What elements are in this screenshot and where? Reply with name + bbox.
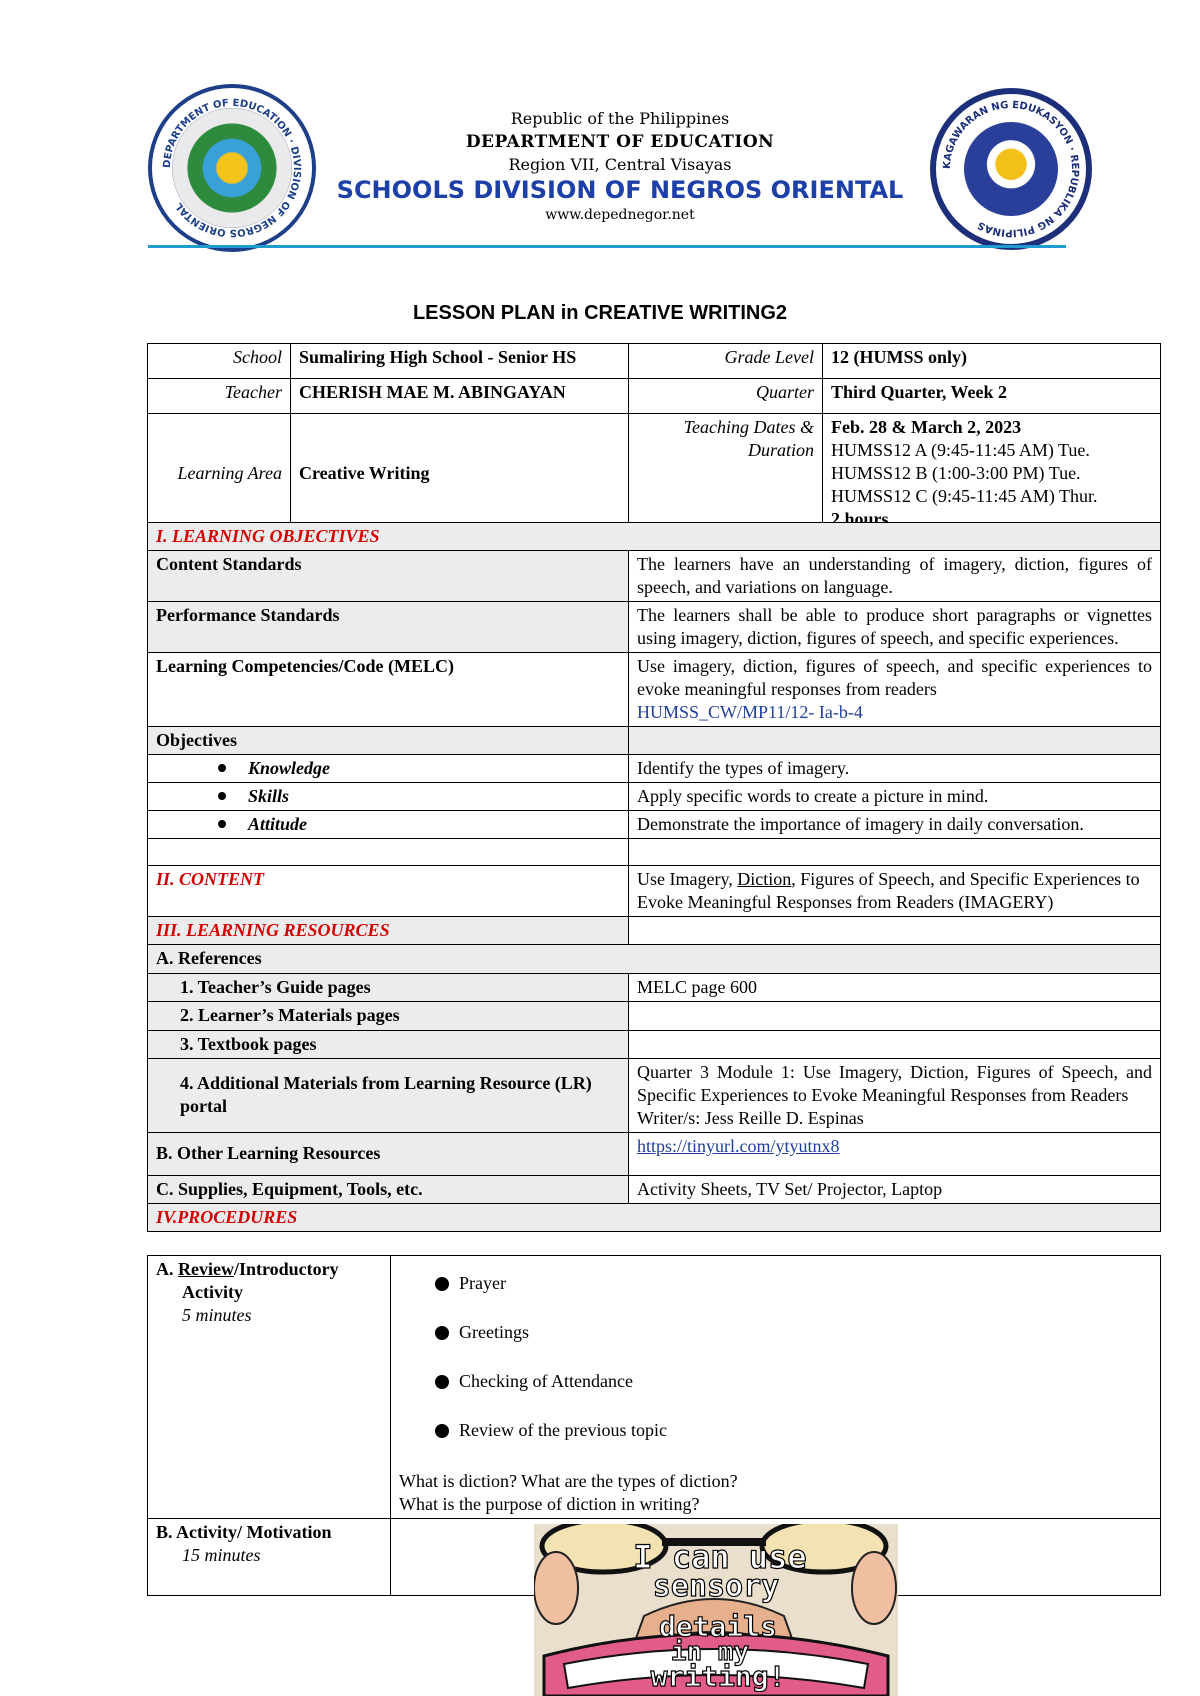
schedule-c: HUMSS12 C (9:45-11:45 AM) Thur.	[831, 486, 1098, 507]
school-label: School	[148, 344, 291, 379]
bullet-icon	[435, 1375, 449, 1389]
sensory-details-illustration	[534, 1524, 898, 1696]
svg-text:in my: in my	[670, 1637, 750, 1667]
content-standards-text: The learners have an understanding of imagery, diction, figures of speech, and variations on language.	[629, 551, 1161, 602]
header-website: www.depednegor.net	[545, 207, 695, 223]
performance-standards-label: Performance Standards	[148, 602, 629, 653]
dates-label: Teaching Dates & Duration	[629, 414, 823, 534]
lr-portal-cell	[629, 1058, 1161, 1132]
learners-materials-value	[629, 1001, 1161, 1030]
procedures-heading: IV.PROCEDURES	[148, 1203, 1161, 1231]
teacher-label: Teacher	[148, 379, 291, 414]
bullet-icon	[218, 820, 226, 828]
list-item: Checking of Attendance	[435, 1370, 1152, 1393]
seal-ring-text-right	[936, 94, 1086, 244]
duration-value: 2 hours	[831, 509, 889, 530]
competency-label: Learning Competencies/Code (MELC)	[148, 653, 629, 727]
seal-ring-text	[152, 88, 312, 248]
svg-text:I can use: I can use	[633, 1538, 807, 1576]
teacher-value: CHERISH MAE M. ABINGAYAN	[291, 379, 629, 414]
competency-cell	[629, 653, 1161, 727]
review-activities	[391, 1256, 1161, 1519]
other-resources-cell	[629, 1132, 1161, 1175]
sensory-face-drawing	[534, 1524, 898, 1696]
activity-label: B. Activity/ Motivation	[156, 1522, 332, 1543]
lr-portal-value: Quarter 3 Module 1: Use Imagery, Diction, Figures of Speech, and Specific Experiences to Evoke Meaningful Responses from Readers	[637, 1061, 1152, 1105]
review-cell	[148, 1256, 391, 1519]
other-resources-label: B. Other Learning Resources	[148, 1132, 629, 1175]
spacer-right	[629, 839, 1161, 866]
spacer-left	[148, 839, 629, 866]
knowledge-row: Knowledge	[148, 755, 629, 783]
dates-value: Feb. 28 & March 2, 2023	[831, 417, 1022, 437]
bullet-icon	[218, 764, 226, 772]
quarter-label: Quarter	[629, 379, 823, 414]
svg-text:details: details	[658, 1610, 778, 1643]
bullet-icon	[435, 1326, 449, 1340]
list-item: Prayer	[435, 1272, 1152, 1295]
activity-time: 15 minutes	[182, 1545, 261, 1566]
header-divider	[148, 245, 1066, 248]
learners-materials-label: 2. Learner’s Materials pages	[148, 1001, 629, 1030]
attitude-row: Attitude	[148, 811, 629, 839]
review-label: A. Review/Introductory Activity	[156, 1259, 339, 1303]
review-question-2: What is the purpose of diction in writing?	[399, 1494, 700, 1515]
svg-text:sensory: sensory	[652, 1569, 780, 1604]
resources-heading: III. LEARNING RESOURCES	[148, 917, 629, 945]
header-region: Region VII, Central Visayas	[508, 155, 732, 174]
grade-value: 12 (HUMSS only)	[823, 344, 1161, 379]
deped-kagawaran-seal	[930, 88, 1092, 250]
header-department: DEPARTMENT OF EDUCATION	[465, 132, 775, 152]
supplies-label: C. Supplies, Equipment, Tools, etc.	[148, 1175, 629, 1203]
area-label: Learning Area	[148, 414, 291, 534]
bullet-icon	[218, 792, 226, 800]
list-item: Greetings	[435, 1321, 1152, 1344]
school-value: Sumaliring High School - Senior HS	[291, 344, 629, 379]
schedule-a: HUMSS12 A (9:45-11:45 AM) Tue.	[831, 440, 1090, 461]
objectives-empty	[629, 727, 1161, 755]
performance-standards-text: The learners shall be able to produce short paragraphs or vignettes using imagery, diction, figures of speech, and specific experiences.	[629, 602, 1161, 653]
letterhead	[0, 0, 1200, 260]
content-heading: II. CONTENT	[148, 866, 629, 917]
teachers-guide-label: 1. Teacher’s Guide pages	[148, 973, 629, 1001]
bullet-icon	[435, 1424, 449, 1438]
area-value: Creative Writing	[291, 414, 629, 534]
svg-text:DEPARTMENT OF EDUCATION · DIVI: DEPARTMENT OF EDUCATION · DIVISION OF NEGROS ORIENTAL	[161, 97, 303, 239]
deped-division-seal	[148, 84, 316, 252]
lr-portal-label: 4. Additional Materials from Learning Resource (LR) portal	[148, 1058, 629, 1132]
review-time: 5 minutes	[182, 1305, 252, 1326]
header-division: SCHOOLS DIVISION OF NEGROS ORIENTAL	[336, 176, 904, 204]
objectives-heading: I. LEARNING OBJECTIVES	[148, 523, 1161, 551]
resources-empty	[629, 917, 1161, 945]
teachers-guide-value: MELC page 600	[629, 973, 1161, 1001]
bullet-icon	[435, 1277, 449, 1291]
skills-text: Apply specific words to create a picture in mind.	[629, 783, 1161, 811]
objectives-table	[147, 522, 1161, 1232]
header-republic: Republic of the Philippines	[510, 109, 730, 128]
supplies-value: Activity Sheets, TV Set/ Projector, Laptop	[629, 1175, 1161, 1203]
content-text: Use Imagery, Diction, Figures of Speech, and Specific Experiences to Evoke Meaningful Responses from Readers (IMAGERY)	[629, 866, 1161, 917]
other-resources-link[interactable]: https://tinyurl.com/ytyutnx8	[637, 1135, 840, 1156]
svg-text:writing!: writing!	[650, 1660, 786, 1693]
objectives-label: Objectives	[148, 727, 629, 755]
references-label: A. References	[148, 945, 1161, 973]
page-title: LESSON PLAN in CREATIVE WRITING2	[412, 302, 788, 324]
textbook-value	[629, 1030, 1161, 1058]
list-item: Review of the previous topic	[435, 1419, 1152, 1442]
textbook-label: 3. Textbook pages	[148, 1030, 629, 1058]
attitude-text: Demonstrate the importance of imagery in daily conversation.	[629, 811, 1161, 839]
review-question-1: What is diction? What are the types of diction?	[399, 1471, 738, 1492]
activity-cell	[148, 1519, 391, 1596]
knowledge-text: Identify the types of imagery.	[629, 755, 1161, 783]
quarter-value: Third Quarter, Week 2	[823, 379, 1161, 414]
schedule-b: HUMSS12 B (1:00-3:00 PM) Tue.	[831, 463, 1081, 484]
content-standards-label: Content Standards	[148, 551, 629, 602]
competency-text: Use imagery, diction, figures of speech, and specific experiences to evoke meaningful responses from readers	[637, 656, 1152, 700]
competency-code: HUMSS_CW/MP11/12- Ia-b-4	[637, 702, 863, 723]
svg-text:KAGAWARAN NG EDUKASYON · REPUB: KAGAWARAN NG EDUKASYON · REPUBLIKA NG PILIPINAS	[941, 99, 1081, 239]
lr-portal-writer: Writer/s: Jess Reille D. Espinas	[637, 1107, 864, 1128]
dates-cell	[823, 414, 1161, 534]
grade-label: Grade Level	[629, 344, 823, 379]
skills-row: Skills	[148, 783, 629, 811]
lesson-info-table	[147, 343, 1161, 534]
